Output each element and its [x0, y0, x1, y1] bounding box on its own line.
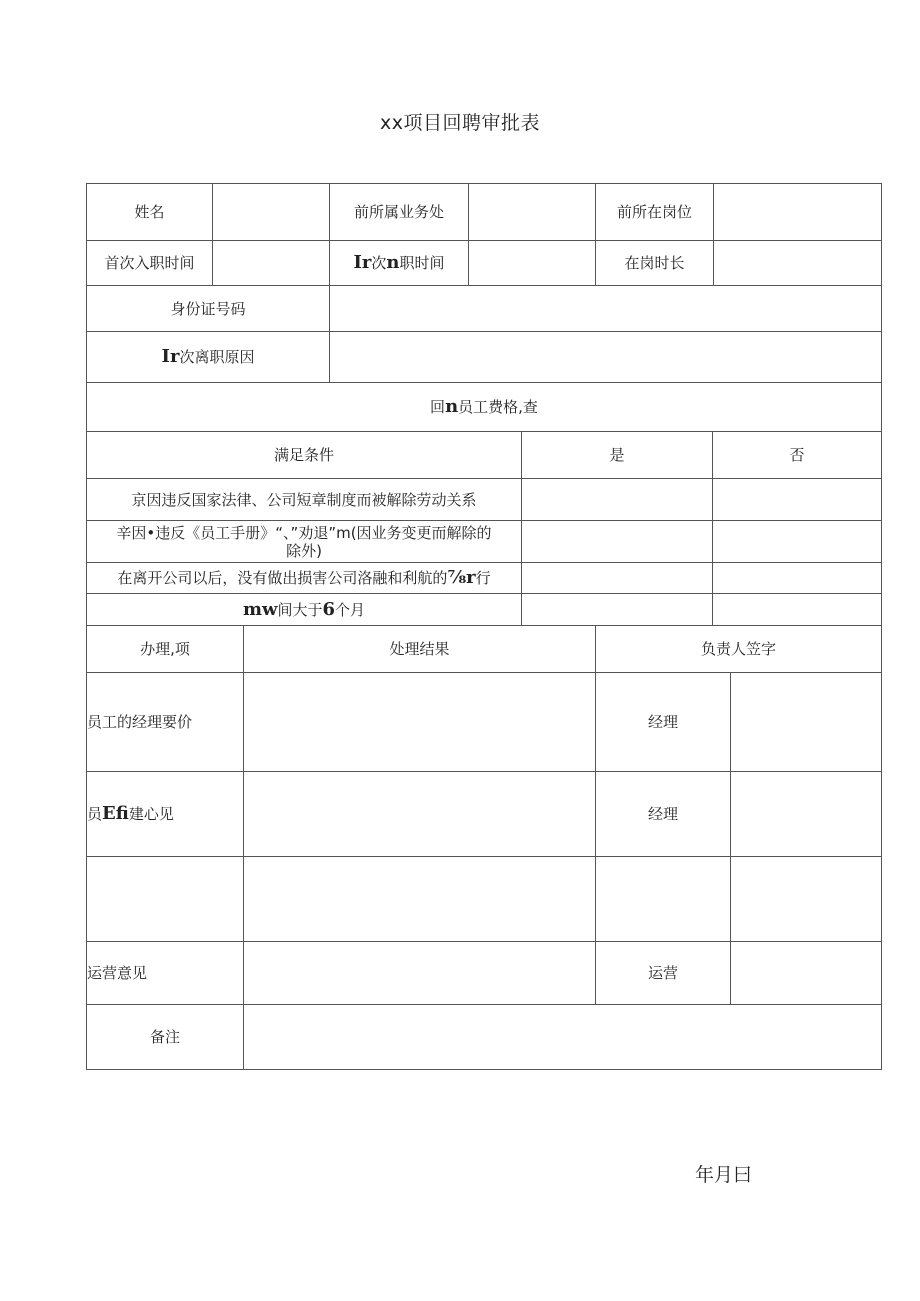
last-exit-label-part: 职时间 — [399, 254, 445, 272]
opinion-result-cell[interactable] — [244, 772, 596, 857]
operations-signature-cell[interactable] — [731, 942, 881, 1005]
condition-4-part: 6 — [322, 598, 336, 620]
condition-2-line: 辛因•违反《员工手册》“、”劝退”m(因业务变更而解除的 — [116, 523, 492, 542]
condition-2-line: 除外) — [286, 541, 322, 560]
last-exit-label — [330, 241, 469, 286]
operations-opinion-label: 运营意见 — [87, 942, 244, 1005]
id-number-value-cell[interactable] — [330, 286, 881, 332]
last-exit-value-cell[interactable] — [469, 241, 596, 286]
condition-4-part: 间大于 — [277, 600, 323, 619]
manager-sign-label: 经理 — [596, 673, 731, 772]
blank-result-cell[interactable] — [244, 857, 596, 942]
condition-3-no-cell[interactable] — [713, 563, 881, 594]
condition-1: 京因违反国家法律、公司短章制度而被解除劳动关系 — [87, 479, 522, 521]
condition-1-yes-cell[interactable] — [522, 479, 713, 521]
no-header: 否 — [713, 432, 881, 479]
opinion-sign-label: 经理 — [596, 772, 731, 857]
last-exit-label-part: 次 — [371, 254, 387, 272]
name-label: 姓名 — [87, 184, 213, 241]
leave-reason-label — [87, 332, 330, 383]
condition-2-yes-cell[interactable] — [522, 521, 713, 563]
prev-post-label: 前所在岗位 — [596, 184, 714, 241]
process-sign-header: 负责人笠字 — [596, 626, 881, 673]
condition-4-yes-cell[interactable] — [522, 594, 713, 626]
condition-4-part: 个月 — [335, 600, 366, 619]
yes-header: 是 — [522, 432, 713, 479]
process-item-header: 办理,项 — [87, 626, 244, 673]
first-hire-label: 首次入职时间 — [87, 241, 213, 286]
blank-sign-label-cell[interactable] — [596, 857, 731, 942]
last-exit-label-part: n — [386, 252, 400, 273]
remarks-label: 备注 — [87, 1005, 244, 1069]
remarks-value-cell[interactable] — [244, 1005, 881, 1069]
opinion-label-part: 建心见 — [128, 805, 174, 823]
section-heading-part: 回 — [430, 398, 446, 416]
condition-2 — [87, 521, 522, 563]
blank-signature-cell[interactable] — [731, 857, 881, 942]
opinion-label — [87, 772, 244, 857]
id-number-label: 身份证号码 — [87, 286, 330, 332]
tenure-value-cell[interactable] — [714, 241, 881, 286]
opinion-signature-cell[interactable] — [731, 772, 881, 857]
condition-4-no-cell[interactable] — [713, 594, 881, 626]
condition-header: 满足条件 — [87, 432, 522, 479]
prev-dept-label: 前所属业务处 — [330, 184, 469, 241]
condition-3-part: 在离开公司以后，没有做出损害公司洛融和利航的 — [117, 569, 448, 587]
condition-1-no-cell[interactable] — [713, 479, 881, 521]
condition-3-yes-cell[interactable] — [522, 563, 713, 594]
opinion-label-part: Efi — [102, 803, 129, 824]
leave-reason-label-part: 次离职原因 — [179, 348, 255, 366]
approval-form-table — [86, 183, 882, 1070]
leave-reason-label-part: Ir — [161, 346, 180, 367]
last-exit-label-part: Ir — [353, 252, 372, 273]
condition-4 — [87, 594, 522, 626]
operations-sign-label: 运营 — [596, 942, 731, 1005]
blank-item-cell[interactable] — [87, 857, 244, 942]
prev-post-value-cell[interactable] — [714, 184, 881, 241]
qualification-section-heading — [87, 383, 881, 432]
manager-signature-cell[interactable] — [731, 673, 881, 772]
process-result-header: 处理结果 — [244, 626, 596, 673]
first-hire-value-cell[interactable] — [213, 241, 330, 286]
manager-review-result-cell[interactable] — [244, 673, 596, 772]
prev-dept-value-cell[interactable] — [469, 184, 596, 241]
manager-review-label: 员工的经理要价 — [87, 673, 244, 772]
leave-reason-value-cell[interactable] — [330, 332, 881, 383]
page-title: xx项目回聘审批表 — [380, 112, 540, 134]
operations-result-cell[interactable] — [244, 942, 596, 1005]
condition-3-part: 行 — [475, 569, 491, 587]
condition-3-part: ⅞r — [447, 567, 476, 588]
condition-2-no-cell[interactable] — [713, 521, 881, 563]
section-heading-part: n — [445, 396, 459, 417]
tenure-label: 在岗时长 — [596, 241, 714, 286]
name-value-cell[interactable] — [213, 184, 330, 241]
condition-4-part: mw — [242, 598, 278, 620]
section-heading-part: 员工费格,查 — [458, 398, 538, 416]
opinion-label-part: 员 — [87, 805, 103, 823]
date-line: 年月曰 — [695, 1164, 753, 1186]
condition-3 — [87, 563, 522, 594]
